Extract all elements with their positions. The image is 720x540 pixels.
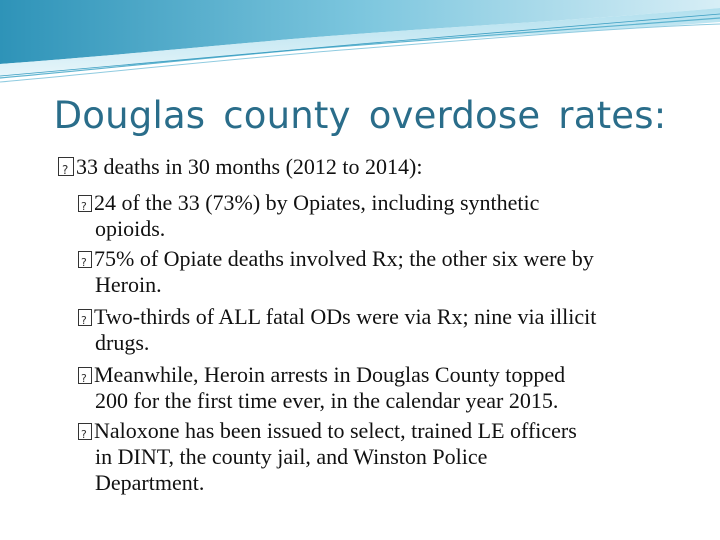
sub-bullet-text: Naloxone has been issued to select, trained LE officers: [94, 418, 577, 443]
bullet-icon: [78, 251, 92, 268]
sub-bullet-3: [78, 304, 596, 330]
bullet-icon: [78, 423, 92, 440]
sub-bullet-text: Two-thirds of ALL fatal ODs were via Rx; nine via illicit: [94, 304, 597, 329]
sub-bullet-2: [78, 246, 594, 272]
bullet-icon: [58, 157, 74, 176]
bullet-icon: [78, 309, 92, 326]
slide-title: Douglas county overdose rates:: [53, 94, 667, 137]
sub-bullet-1-cont: opioids.: [95, 216, 166, 241]
sub-bullet-3-cont: drugs.: [95, 330, 150, 355]
sub-bullet-text: 24 of the 33 (73%) by Opiates, including synthetic: [94, 190, 540, 215]
bullet-icon: [78, 367, 92, 384]
main-bullet: [58, 154, 422, 180]
bullet-icon: [78, 195, 92, 212]
sub-bullet-4-cont: 200 for the first time ever, in the calendar year 2015.: [95, 388, 559, 413]
sub-bullet-1: [78, 190, 539, 216]
sub-bullet-5: [78, 418, 577, 444]
sub-bullet-text: 75% of Opiate deaths involved Rx; the other six were by: [94, 246, 594, 271]
main-bullet-text: 33 deaths in 30 months (2012 to 2014):: [76, 154, 423, 179]
sub-bullet-5-cont2: Department.: [95, 470, 205, 495]
sub-bullet-text: Meanwhile, Heroin arrests in Douglas County topped: [94, 362, 566, 387]
sub-bullet-4: [78, 362, 565, 388]
sub-bullet-2-cont: Heroin.: [95, 272, 162, 297]
sub-bullet-5-cont: in DINT, the county jail, and Winston Police: [95, 444, 488, 469]
